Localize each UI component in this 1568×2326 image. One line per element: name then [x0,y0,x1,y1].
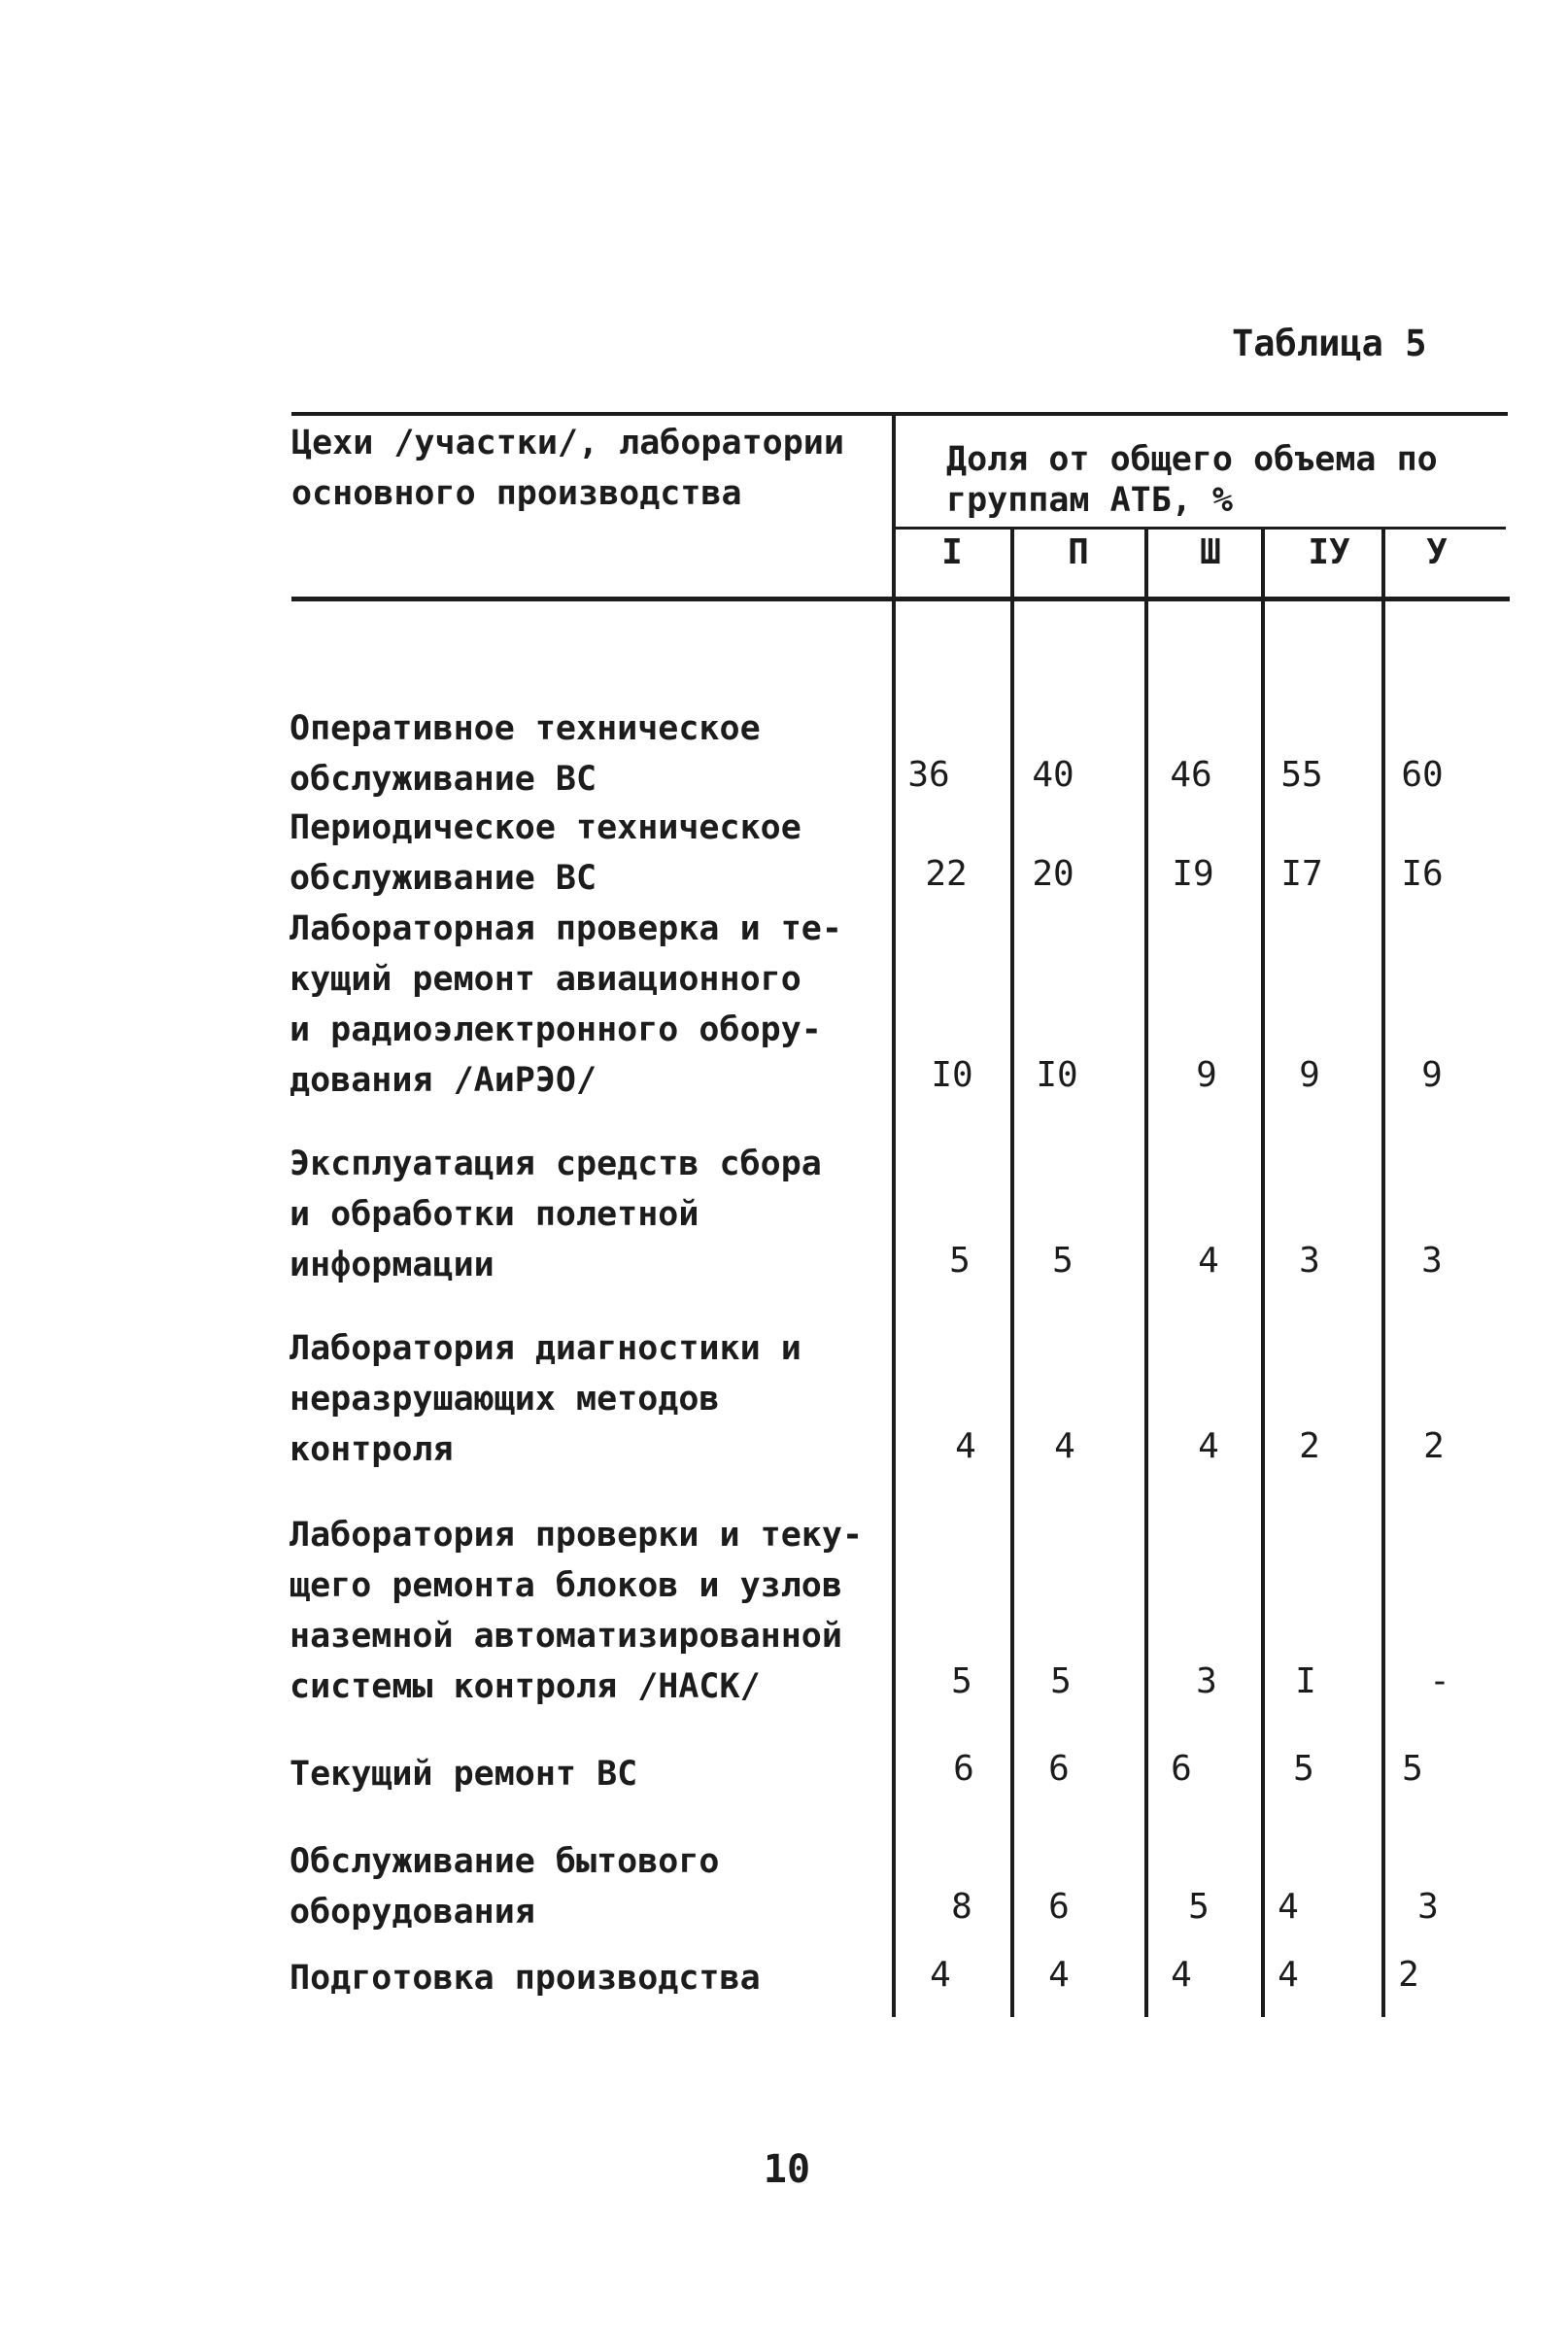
header-right [946,439,1438,521]
row-label-line: наземной автоматизированной [290,1617,842,1656]
table-cell: 5 [1293,1749,1314,1789]
row-label [290,803,882,904]
row-label-line: Лаборатория диагностики и [290,1329,801,1368]
table-cell: 9 [1421,1055,1443,1095]
row-label [290,1836,882,1937]
row-label [290,703,882,804]
header-right-line1: Доля от общего объема по [946,440,1438,479]
column-divider [1144,530,1148,2017]
table-cell: 6 [1048,1887,1070,1927]
header-left-line1: Цехи /участки/, лаборатории [291,424,844,462]
group-header-1: I [941,532,963,572]
table-cell: I9 [1172,854,1214,894]
header-left [291,418,844,519]
row-label-line: и обработки полетной [290,1195,699,1234]
table-cell: I6 [1401,854,1444,894]
table-cell: 3 [1421,1241,1443,1281]
row-label-line: Текущий ремонт ВС [290,1755,638,1794]
table-cell: 4 [1278,1887,1299,1927]
row-label-line: Оперативное техническое [290,709,761,748]
row-label [290,1953,882,2003]
row-label-line: дования /АиРЭО/ [290,1061,597,1100]
row-label-line: кущий ремонт авиационного [290,960,801,999]
table-caption: Таблица 5 [1232,323,1427,364]
row-label-line: Периодическое техническое [290,808,801,847]
row-label-line: контроля [290,1430,454,1469]
table-cell: 6 [1048,1749,1070,1789]
table-cell: 3 [1299,1241,1320,1281]
table-cell: 2 [1299,1426,1320,1466]
table-cell: 5 [1188,1887,1210,1927]
table-cell: 4 [1048,1955,1070,1995]
row-label [290,1510,882,1712]
table-cell: 3 [1417,1887,1439,1927]
table-cell: 4 [1198,1241,1219,1281]
table-cell: 4 [1198,1426,1219,1466]
table-cell: 46 [1170,755,1212,795]
table-cell: 4 [1171,1955,1192,1995]
table-cell: 2 [1398,1955,1419,1995]
table-cell: 5 [1052,1241,1074,1281]
table-cell: 9 [1299,1055,1320,1095]
header-left-line2: основного производства [291,474,742,513]
table-cell: I0 [1036,1055,1078,1095]
header-bottom-rule [291,597,1510,601]
row-label-line: Эксплуатация средств сбора [290,1145,822,1183]
row-label [290,1139,882,1290]
row-label-line: щего ремонта блоков и узлов [290,1566,842,1605]
group-header-5: У [1426,532,1448,572]
table-cell: I7 [1280,854,1323,894]
table-cell: - [1429,1661,1450,1701]
row-label-line: Подготовка производства [290,1959,761,1998]
table-cell: 4 [1054,1426,1075,1466]
table-cell: 20 [1032,854,1074,894]
column-divider [892,416,896,2017]
row-label-line: оборудования [290,1893,535,1932]
table-cell: 22 [925,854,968,894]
table-cell: 9 [1196,1055,1217,1095]
group-header-3: Ш [1200,532,1221,572]
table-cell: 6 [1171,1749,1192,1789]
group-header-2: П [1068,532,1089,572]
header-right-line2: группам АТБ, % [946,481,1234,520]
row-label-line: Лаборатория проверки и теку- [290,1516,864,1555]
row-label [290,1323,882,1475]
row-label [290,1749,882,1799]
group-subheader-rule [894,527,1506,530]
table-cell: 8 [951,1887,972,1927]
row-label-line: и радиоэлектронного обору- [290,1010,822,1049]
row-label-line: Лабораторная проверка и те- [290,909,842,948]
table-cell: 40 [1032,755,1074,795]
row-label-line: обслуживание ВС [290,859,597,898]
group-header-4: IУ [1308,532,1350,572]
row-label-line: неразрушающих методов [290,1380,720,1419]
table-cell: 4 [955,1426,976,1466]
table-cell: 2 [1423,1426,1445,1466]
table-cell: 36 [907,755,950,795]
row-label-line: Обслуживание бытового [290,1842,720,1881]
row-label-line: информации [290,1246,494,1284]
table-cell: 5 [1402,1749,1423,1789]
table-cell: I [1295,1661,1316,1701]
table-cell: 5 [949,1241,971,1281]
row-label-line: системы контроля /НАСК/ [290,1667,761,1706]
table-cell: 6 [953,1749,974,1789]
table-cell: 4 [930,1955,951,1995]
row-label-line: обслуживание ВС [290,760,597,799]
table-cell: I0 [931,1055,973,1095]
table-cell: 55 [1280,755,1323,795]
table-top-rule [291,412,1508,416]
page-number: 10 [763,2147,811,2192]
table-cell: 5 [1050,1661,1072,1701]
table-cell: 5 [951,1661,972,1701]
row-label [290,904,882,1106]
table-cell: 3 [1196,1661,1217,1701]
table-cell: 60 [1401,755,1444,795]
table-cell: 4 [1278,1955,1299,1995]
